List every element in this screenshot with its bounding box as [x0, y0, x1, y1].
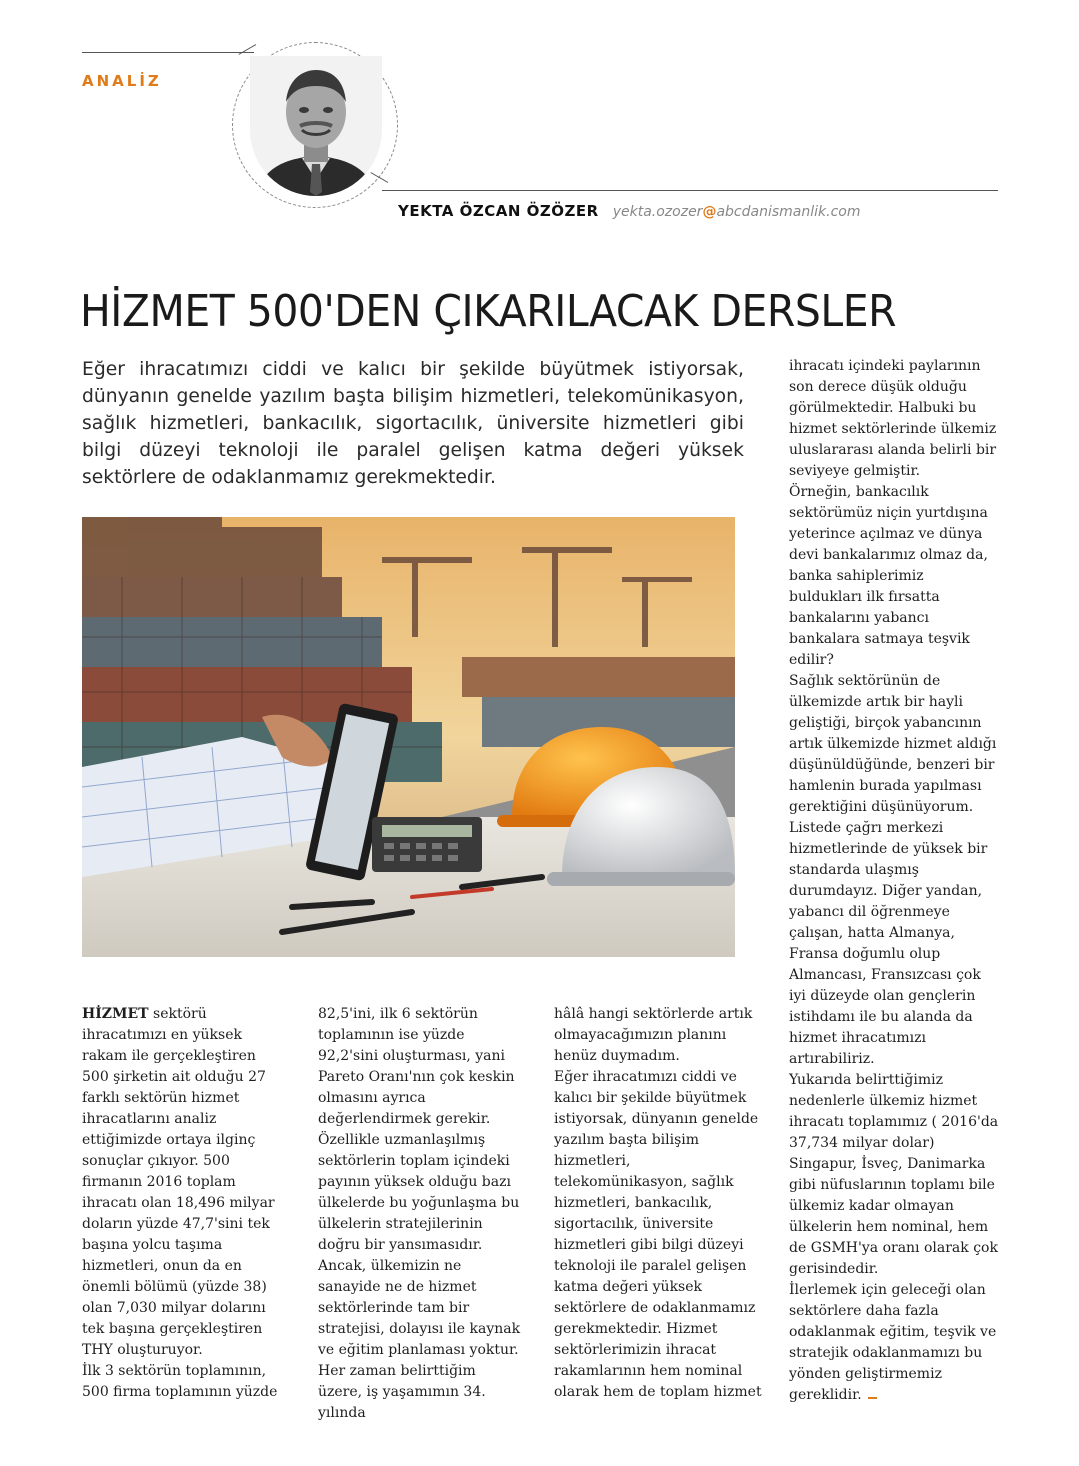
col4-paragraph-4: Listede çağrı merkezi hizmetlerinde de yüksek bir standarda ulaşmış durumdayız. Diğer yandan, yabancı dil öğrenmeye çalışan, hatta Almanya, Fransa doğumlu olup Almancası, Fransızcası çok iyi düzeyde olan gençlerin istihdamı ile bu alanda da hizmet ihracatımızı artırabiliriz. [789, 820, 988, 1067]
body-column-3 [554, 1004, 764, 1403]
header-rule-left [82, 52, 254, 53]
hero-photo [82, 517, 735, 957]
col3-paragraph-2: Eğer ihracatımızı ciddi ve kalıcı bir şekilde büyütmek istiyorsak, dünyanın genelde yazılım başta bilişim hizmetleri, telekomünikasyon, sağlık hizmetleri, bankacılık, sigortacılık, üniversite hizmetleri gibi bilgi düzeyi teknoloji ile paralel gelişen katma değeri yüksek sektörlere de odaklanmamız gerekmektedir. Hizmet sektörlerimizin ihracat rakamlarının hem nominal olarak hem de toplam hizmet [554, 1069, 762, 1400]
col2-paragraph-3: Ancak, ülkemizin ne sanayide ne de hizmet sektörlerinde tam bir stratejisi, dolayısı ile kaynak ve eğitim planlaması yoktur. [318, 1258, 521, 1358]
body-column-1 [82, 1004, 282, 1403]
col1-paragraph-1: sektörü ihracatımızı en yüksek rakam ile gerçekleştiren 500 şirketin ait olduğu 27 farklı sektörün hizmet ihracatlarını analiz ettiğimizde ortaya ilginç sonuçlar çıkıyor. 500 firmanın 2016 toplam ihracatı olan 18,496 milyar doların yüzde 47,7'sini tek başına yolcu taşıma hizmetleri, onun da en önemli bölümü (yüzde 38) olan 7,030 milyar dolarını tek başına gerçekleştiren THY oluşturuyor. [82, 1006, 275, 1358]
body-paragraph [82, 1004, 282, 1361]
col2-paragraph-1: 82,5'ini, ilk 6 sektörün toplamının ise yüzde 92,2'sini oluşturması, yani Pareto Oranı'nın çok keskin olmasını ayrıca değerlendirmek gerekir. [318, 1006, 515, 1127]
col4-paragraph-3: Sağlık sektörünün de ülkemizde artık bir hayli geliştiği, birçok yabancının artık ülkemizde hizmet aldığı düşünüldüğünde, benzeri bir hamlenin burada yapılması gerektiğini düşünüyorum. [789, 673, 997, 815]
email-user: yekta.ozozer [612, 204, 703, 220]
col4-paragraph-6-text: İlerlemek için geleceği olan sektörlere daha fazla odaklanmak eğitim, teşvik ve stratejik odaklanmamızı bu yönden geliştirmemiz gereklidir. [789, 1282, 997, 1403]
port-containers-helmets-illustration [82, 517, 735, 957]
col3-paragraph-1: hâlâ hangi sektörlerde artık olmayacağımızın planını henüz duymadım. [554, 1006, 753, 1064]
col4-paragraph-2: Örneğin, bankacılık sektörümüz niçin yurtdışına yeterince açılmaz ve dünya devi bankalarımız olmaz da, banka sahiplerimiz buldukları ilk fırsatta bankalarını yabancı bankalara satmaya teşvik edilir? [789, 484, 988, 668]
author-name: YEKTA ÖZCAN ÖZÖZER [398, 202, 599, 220]
author-email[interactable] [613, 204, 861, 220]
byline [398, 202, 860, 220]
body-column-4 [789, 356, 999, 1406]
author-avatar [250, 56, 382, 196]
body-column-2 [318, 1004, 523, 1424]
author-portrait-icon [250, 56, 382, 196]
article-headline: HİZMET 500'DEN ÇIKARILACAK DERSLER [80, 286, 897, 337]
col2-paragraph-4: Her zaman belirttiğim üzere, iş yaşamımın 34. yılında [318, 1363, 486, 1421]
header-rule-left-tick [238, 44, 256, 55]
end-mark-icon [868, 1397, 877, 1399]
col4-paragraph-1: ihracatı içindeki paylarının son derece düşük olduğu görülmektedir. Halbuki bu hizmet sektörlerinde ülkemiz uluslararası alanda belirli bir seviyeye gelmiştir. [789, 358, 997, 479]
email-domain: abcdanismanlik.com [716, 204, 861, 220]
section-tag: ANALİZ [82, 72, 162, 90]
email-at-icon: @ [702, 204, 717, 220]
lead-word: HİZMET [82, 1006, 149, 1022]
article-lede: Eğer ihracatımızı ciddi ve kalıcı bir şekilde büyütmek istiyorsak, dünyanın genelde yazılım başta bilişim hizmetleri, telekomünikasyon, sağlık hizmetleri, bankacılık, sigortacılık, üniversite hizmetleri gibi bilgi düzeyi teknoloji ile paralel gelişen katma değeri yüksek sektörlere de odaklanmamız gerekmektedir. [82, 358, 744, 488]
col2-paragraph-2: Özellikle uzmanlaşılmış sektörlerin toplam içindeki payının yüksek olduğu bazı ülkelerde bu yoğunlaşma bu ülkelerin stratejilerinin doğru bir yansımasıdır. [318, 1132, 520, 1253]
col4-paragraph-5: Yukarıda belirttiğimiz nedenlerle ülkemiz hizmet ihracatı toplamımız ( 2016'da 37,734 milyar dolar) Singapur, İsveç, Danimarka gibi nüfuslarının toplamı bile ülkemiz kadar olmayan ülkelerin hem nominal, hem de GSMH'ya oranı olarak çok gerisindedir. [789, 1072, 999, 1277]
col1-paragraph-2: İlk 3 sektörün toplamının, 500 firma toplamının yüzde [82, 1363, 278, 1400]
col4-paragraph-6 [789, 1280, 999, 1406]
header-rule-right [382, 190, 998, 191]
